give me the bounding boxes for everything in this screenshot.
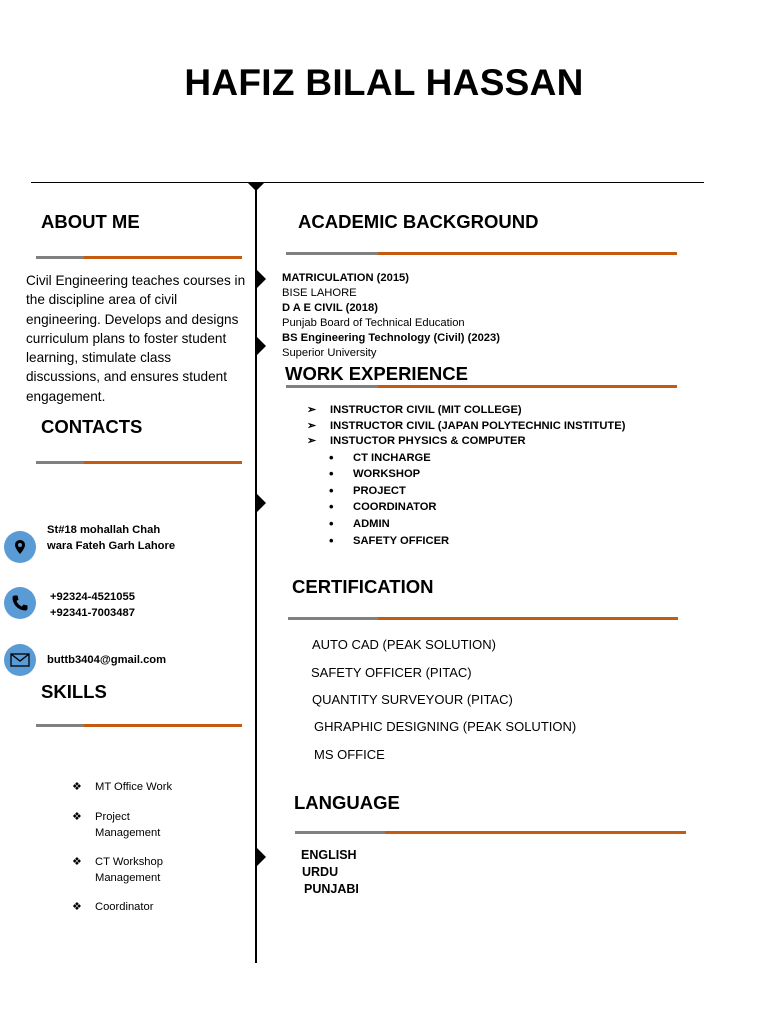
skills-heading: SKILLS	[41, 681, 107, 702]
skill-item: ❖ CT Workshop Management	[72, 856, 163, 884]
academic-degree: BS Engineering Technology (Civil) (2023)	[282, 332, 500, 344]
work-duty: • COORDINATOR	[329, 499, 437, 514]
section-divider	[288, 617, 678, 620]
certification-heading: CERTIFICATION	[292, 576, 434, 597]
academic-list	[282, 271, 682, 361]
language-heading: LANGUAGE	[294, 792, 400, 813]
timeline-marker-icon	[257, 337, 266, 355]
timeline-marker-icon	[257, 270, 266, 288]
location-pin-icon	[4, 531, 36, 563]
language-item: PUNJABI	[304, 882, 359, 896]
diamond-bullet-icon: ❖	[72, 781, 82, 793]
work-duty: • CT INCHARGE	[329, 450, 431, 465]
timeline-top-marker-icon	[248, 183, 264, 191]
certification-item: SAFETY OFFICER (PITAC)	[311, 665, 472, 680]
dot-bullet-icon: •	[329, 483, 334, 498]
academic-institution: Punjab Board of Technical Education	[282, 317, 465, 329]
academic-institution: BISE LAHORE	[282, 287, 357, 299]
work-duty: • ADMIN	[329, 516, 390, 531]
work-duty: • WORKSHOP	[329, 466, 421, 481]
arrowhead-bullet-icon: ➢	[307, 404, 317, 416]
about-heading: ABOUT ME	[41, 211, 140, 232]
header-rule	[31, 182, 704, 183]
skill-item: ❖ Coordinator	[72, 900, 242, 916]
timeline-rule	[255, 185, 257, 963]
dot-bullet-icon: •	[329, 499, 334, 514]
skill-item: ❖ MT Office Work	[72, 780, 242, 796]
language-item: ENGLISH	[301, 848, 357, 862]
academic-degree: MATRICULATION (2015)	[282, 272, 409, 284]
skill-item: ❖ Project Management	[72, 811, 161, 839]
contact-address	[47, 523, 175, 554]
contacts-heading: CONTACTS	[41, 416, 143, 437]
section-divider	[36, 724, 242, 727]
dot-bullet-icon: •	[329, 533, 334, 548]
certification-item: GHRAPHIC DESIGNING (PEAK SOLUTION)	[314, 719, 577, 734]
section-divider	[295, 831, 686, 834]
certification-item: AUTO CAD (PEAK SOLUTION)	[312, 637, 496, 652]
diamond-bullet-icon: ❖	[72, 901, 82, 913]
section-divider	[286, 385, 677, 388]
dot-bullet-icon: •	[329, 466, 334, 481]
certification-item: MS OFFICE	[314, 747, 385, 762]
candidate-name: HAFIZ BILAL HASSAN	[184, 62, 584, 103]
phone-number[interactable]: +92341-7003487	[50, 606, 135, 619]
contact-phones	[50, 590, 135, 621]
certification-item: QUANTITY SURVEYOUR (PITAC)	[312, 692, 513, 707]
dot-bullet-icon: •	[329, 516, 334, 531]
timeline-marker-icon	[257, 848, 266, 866]
work-heading: WORK EXPERIENCE	[285, 363, 468, 384]
about-text: Civil Engineering teaches courses in the discipline area of civil engineering. Develops and designs curriculum plans to foster student learning, stimulate class discussions, and ensures student engagement.	[26, 273, 246, 404]
section-divider	[286, 252, 677, 255]
timeline-marker-icon	[257, 494, 266, 512]
address-line: wara Fateh Garh Lahore	[47, 539, 176, 552]
academic-institution: Superior University	[282, 347, 377, 359]
arrowhead-bullet-icon: ➢	[307, 435, 317, 447]
work-position: ➢ INSTRUCTOR CIVIL (MIT COLLEGE)	[307, 402, 667, 418]
work-duty: • PROJECT	[329, 483, 406, 498]
diamond-bullet-icon: ❖	[72, 856, 82, 868]
diamond-bullet-icon: ❖	[72, 811, 82, 823]
section-divider	[36, 461, 242, 464]
work-duty: • SAFETY OFFICER	[329, 533, 450, 548]
dot-bullet-icon: •	[329, 450, 334, 465]
language-item: URDU	[302, 865, 339, 879]
contact-email[interactable]: buttb3404@gmail.com	[47, 654, 167, 666]
section-divider	[36, 256, 242, 259]
phone-icon	[4, 587, 36, 619]
arrowhead-bullet-icon: ➢	[307, 420, 317, 432]
envelope-icon	[4, 644, 36, 676]
academic-degree: D A E CIVIL (2018)	[282, 302, 378, 314]
academic-heading: ACADEMIC BACKGROUND	[298, 211, 539, 232]
work-position: ➢ INSTRUCTOR CIVIL (JAPAN POLYTECHNIC INSTITUTE)	[307, 418, 667, 434]
address-line: St#18 mohallah Chah	[47, 524, 161, 536]
work-position: ➢ INSTUCTOR PHYSICS & COMPUTER	[307, 433, 667, 449]
phone-number[interactable]: +92324-4521055	[50, 591, 135, 603]
